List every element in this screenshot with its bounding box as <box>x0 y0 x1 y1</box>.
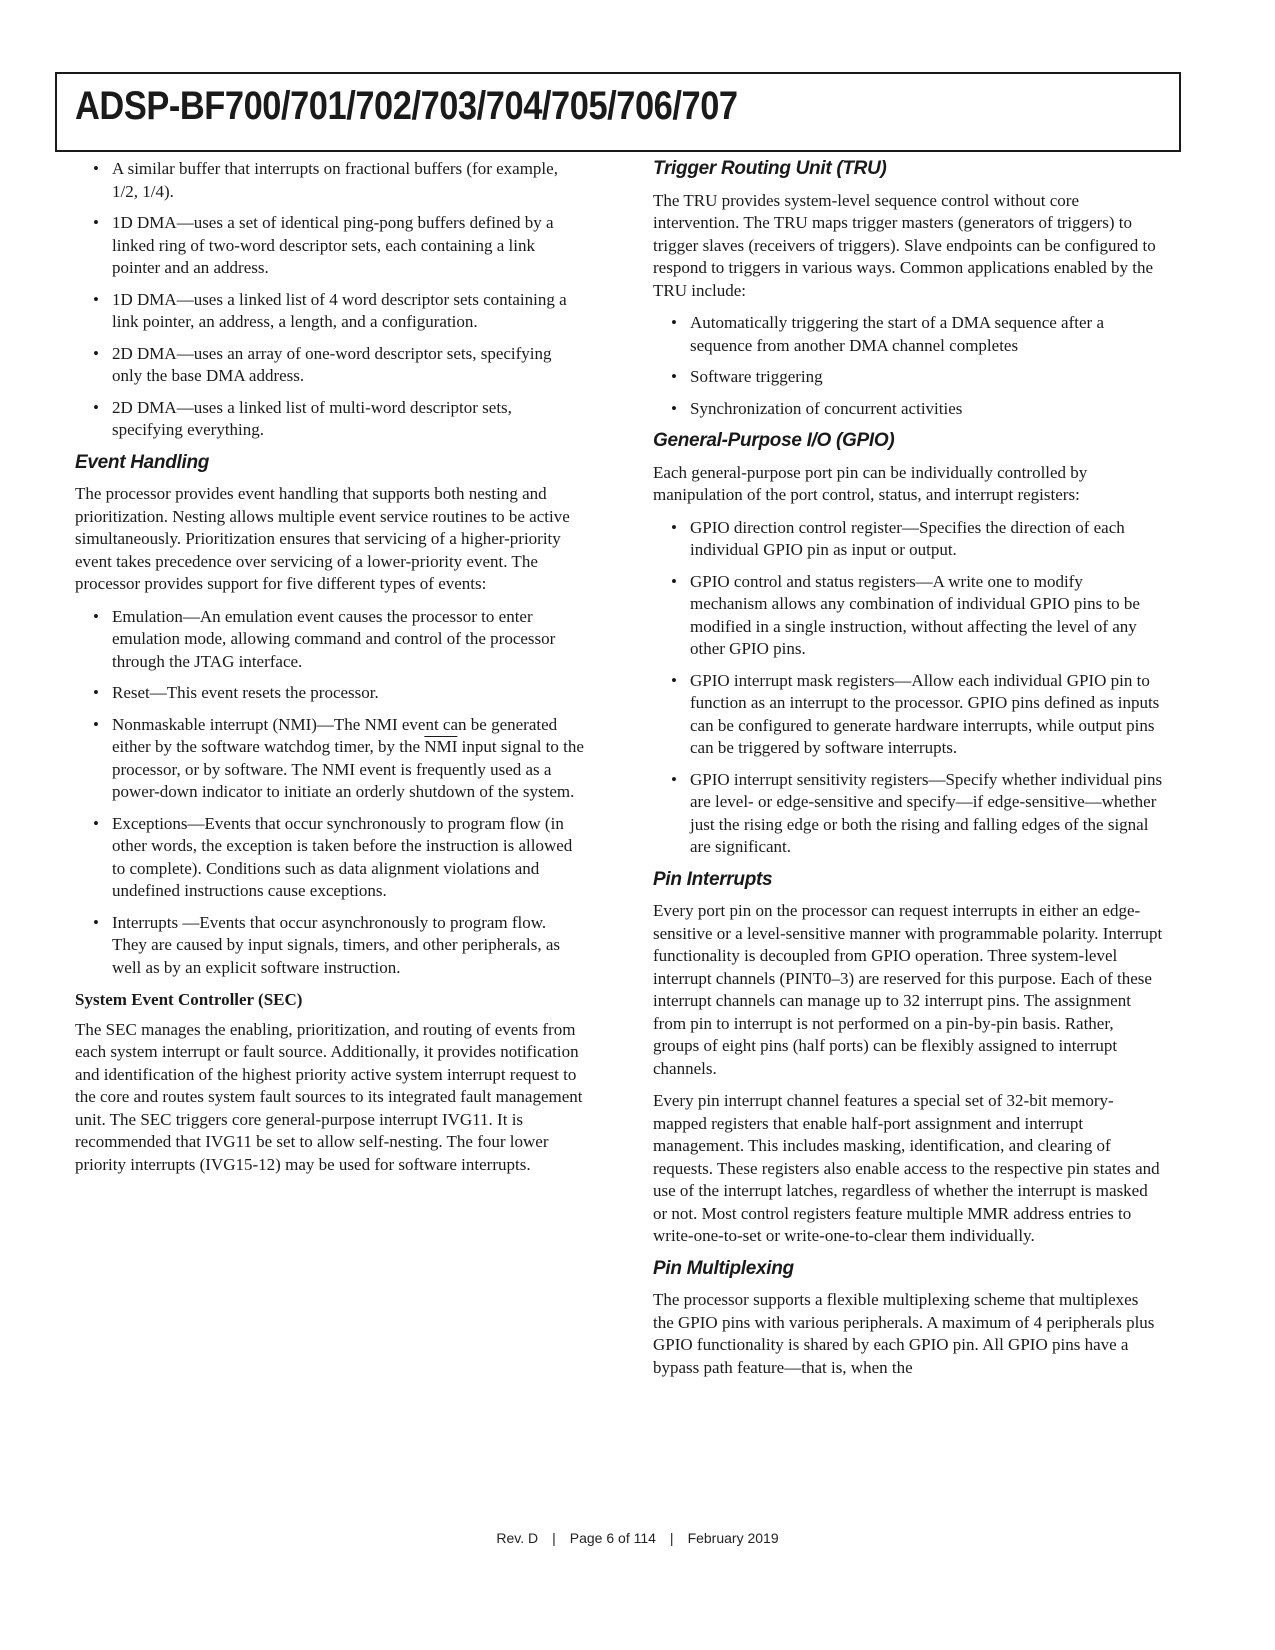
bullet-icon: • <box>671 517 677 537</box>
bullet-icon: • <box>671 571 677 591</box>
bullet-icon: • <box>93 397 99 417</box>
page-number: Page 6 of 114 <box>569 1530 656 1546</box>
bullet-icon: • <box>93 714 99 734</box>
dma-bullet-list <box>75 158 585 442</box>
event-handling-intro: The processor provides event handling that supports both nesting and prioritization. Nesting allows multiple event service routines to be active simultaneously. Prioritization ensures that servicing of a higher-priority event takes precedence over servicing of a lower-priority event. The processor provides support for five different types of events: <box>75 484 570 593</box>
event-type-list <box>75 606 585 980</box>
list-item: • Synchronization of concurrent activities <box>653 398 1163 421</box>
list-item: • Exceptions—Events that occur synchronously to program flow (in other words, the exception is taken before the instruction is allowed to complete). Conditions such as data alignment violations and undefined instructions cause exceptions. <box>93 813 573 900</box>
bullet-icon: • <box>93 683 99 702</box>
list-item: • 2D DMA—uses an array of one-word descriptor sets, specifying only the base DMA address. <box>93 343 552 385</box>
bullet-icon: • <box>93 289 99 309</box>
header-box <box>55 72 1181 152</box>
list-item: • 1D DMA—uses a linked list of 4 word descriptor sets containing a link pointer, an address, a length, and a configuration. <box>93 289 567 331</box>
footer-separator: | <box>552 1530 556 1546</box>
bullet-icon: • <box>671 313 677 332</box>
gpio-body: Each general-purpose port pin can be individually controlled by manipulation of the port control, status, and interrupt registers: <box>653 462 1088 504</box>
right-column <box>653 158 1163 1389</box>
publish-date: February 2019 <box>687 1530 779 1546</box>
bullet-icon: • <box>93 343 99 363</box>
bullet-icon: • <box>671 769 677 789</box>
bullet-icon: • <box>93 213 99 232</box>
list-item: • GPIO interrupt sensitivity registers—Specify whether individual pins are level- or edge-sensitive and specify—if edge-sensitive—whether just the rising edge or both the rising and falling edges of the signal are significant. <box>671 769 1163 856</box>
tru-bullet-list <box>653 312 1163 420</box>
gpio-heading: General-Purpose I/O (GPIO) <box>653 430 895 451</box>
list-item: • Interrupts —Events that occur asynchronously to program flow. They are caused by input signals, timers, and other peripherals, as well as by an explicit software instruction. <box>93 912 561 977</box>
pin-interrupts-p2: Every pin interrupt channel features a special set of 32-bit memory-mapped registers that enable half-port assignment and interrupt management. This includes masking, identification, and clearing of requests. These registers also enable access to the respective pin states and use of the interrupt latches, regardless of whether the interrupt is masked or not. Most control registers feature multiple MMR address entries to write-one-to-set or write-one-to-clear them individually. <box>653 1091 1160 1245</box>
sec-heading: System Event Controller (SEC) <box>75 990 303 1009</box>
page-footer <box>0 1530 1275 1546</box>
pin-interrupts-p1: Every port pin on the processor can request interrupts in either an edge-sensitive or a level-sensitive manner with programmable polarity. Interrupt functionality is decoupled from GPIO operation. Three system-level interrupt channels (PINT0–3) are reserved for this purpose. Each of these interrupt channels can manage up to 32 interrupt pins. The assignment from pin to interrupt is not performed on a pin-by-pin basis. Rather, groups of eight pins (half ports) can be flexibly assigned to interrupt channels. <box>653 901 1163 1078</box>
pin-mux-heading: Pin Multiplexing <box>653 1257 794 1279</box>
tru-body: The TRU provides system-level sequence control without core intervention. The TRU maps trigger masters (generators of triggers) to trigger slaves (receivers of triggers). Slave endpoints can be configured to respond to triggers in various ways. Common applications enabled by the TRU include: <box>653 190 1156 300</box>
left-column <box>75 158 585 1186</box>
event-handling-heading: Event Handling <box>75 451 210 473</box>
list-item: • 2D DMA—uses a linked list of multi-word descriptor sets, specifying everything. <box>93 397 512 439</box>
document-title: ADSP-BF700/701/702/703/704/705/706/707 <box>75 84 738 128</box>
sec-body: The SEC manages the enabling, prioritization, and routing of events from each system interrupt or fault source. Additionally, it provides notification and identification of the highest priority active system interrupt request to the core and routes system fault sources to its integrated fault management unit. The SEC triggers core general-purpose interrupt IVG11. It is recommended that IVG11 be set to allow self-nesting. The four lower priority interrupts (IVG15-12) may be used for software interrupts. <box>75 1019 583 1174</box>
list-item: • GPIO direction control register—Specifies the direction of each individual GPIO pin as input or output. <box>671 517 1125 559</box>
list-item: • Software triggering <box>653 366 1163 389</box>
list-item: • GPIO interrupt mask registers—Allow each individual GPIO pin to function as an interrupt to the processor. GPIO pins defined as inputs can be configured to generate hardware interrupts, while output pins can be triggered by software interrupts. <box>671 670 1160 757</box>
list-item: • GPIO control and status registers—A write one to modify mechanism allows any combination of individual GPIO pins to be modified in a single instruction, without affecting the level of any other GPIO pins. <box>671 571 1140 658</box>
bullet-icon: • <box>93 159 99 178</box>
bullet-icon: • <box>671 398 677 418</box>
nmi-signal-overline: $\overline{NMI}$ <box>424 737 458 756</box>
pin-interrupts-heading: Pin Interrupts <box>653 868 773 890</box>
bullet-icon: • <box>671 367 677 386</box>
list-item: • A similar buffer that interrupts on fractional buffers (for example, 1/2, 1/4). <box>93 159 558 201</box>
list-item: • Emulation—An emulation event causes the processor to enter emulation mode, allowing command and control of the processor through the JTAG interface. <box>93 606 556 671</box>
bullet-icon: • <box>93 813 99 833</box>
list-item: • Automatically triggering the start of a DMA sequence after a sequence from another DMA channel completes <box>671 313 1104 355</box>
list-item: • 1D DMA—uses a set of identical ping-pong buffers defined by a linked ring of two-word descriptor sets, each containing a link pointer and an address. <box>93 213 554 277</box>
pin-mux-body: The processor supports a flexible multiplexing scheme that multiplexes the GPIO pins with various peripherals. A maximum of 4 peripherals plus GPIO functionality is shared by each GPIO pin. All GPIO pins have a bypass path feature—that is, when the <box>653 1290 1155 1377</box>
tru-heading: Trigger Routing Unit (TRU) <box>653 158 887 179</box>
list-item: • Nonmaskable interrupt (NMI)—The NMI event can be generated either by the software watchdog timer, by the $\overline{NMI}$ input signal to the processor, or by software. The NMI event is frequently used as a power-down indicator to initiate an orderly shutdown of the system. <box>93 714 584 801</box>
bullet-icon: • <box>93 606 99 626</box>
bullet-icon: • <box>671 670 677 690</box>
list-item: • Reset—This event resets the processor. <box>75 682 585 705</box>
revision-label: Rev. D <box>496 1530 539 1546</box>
gpio-bullet-list <box>653 517 1163 859</box>
footer-separator: | <box>669 1530 674 1546</box>
bullet-icon: • <box>93 912 99 932</box>
